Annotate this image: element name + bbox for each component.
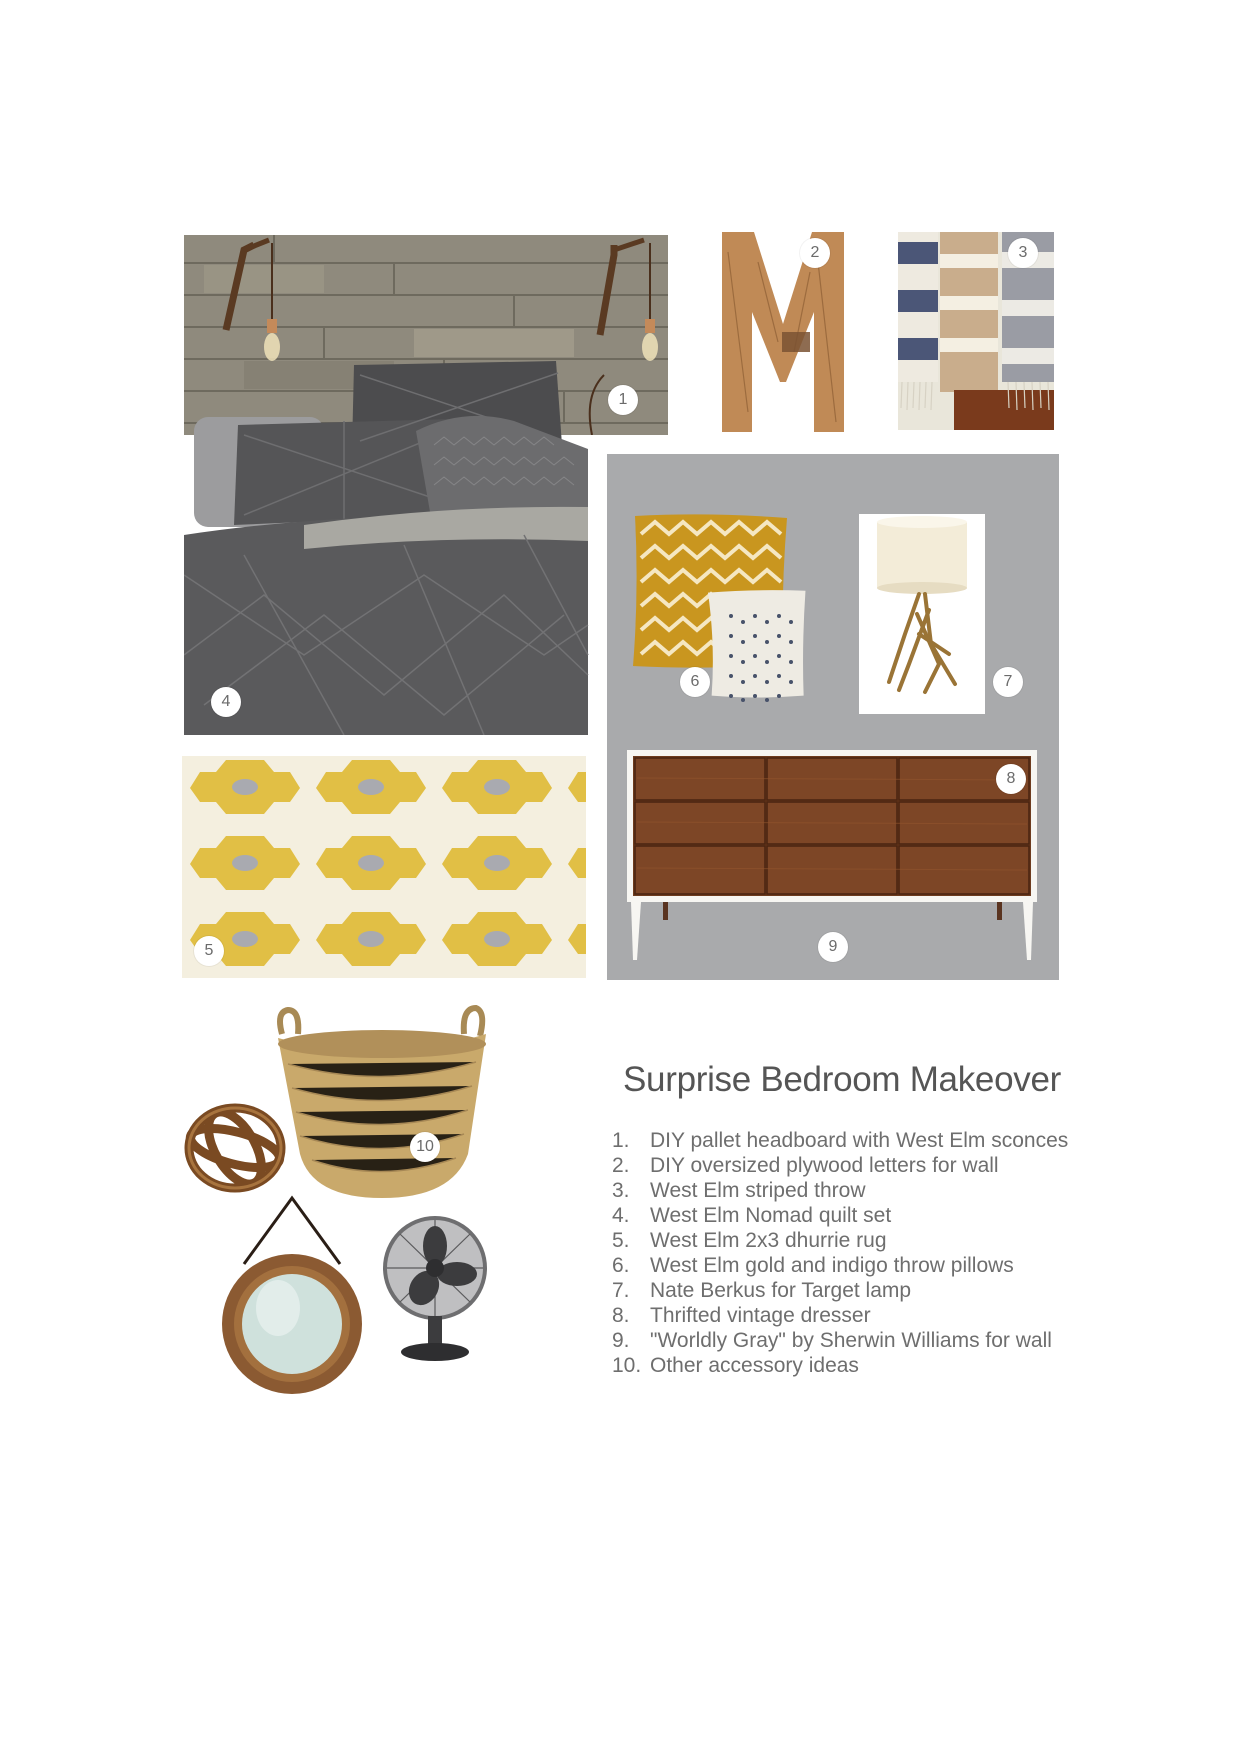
list-item <box>612 1128 1068 1153</box>
dhurrie-rug-photo <box>182 756 586 978</box>
headboard-bed-photo <box>184 235 668 735</box>
list-item <box>612 1328 1068 1353</box>
badge-4: 4 <box>211 687 241 717</box>
badge-9: 9 <box>818 932 848 962</box>
list-item-text: "Worldly Gray" by Sherwin Williams for wall <box>650 1329 1052 1352</box>
list-item <box>612 1178 1068 1203</box>
list-item <box>612 1228 1068 1253</box>
list-item <box>612 1278 1068 1303</box>
badge-7: 7 <box>993 667 1023 697</box>
worldly-gray-panel <box>607 454 1059 980</box>
list-item-text: Thrifted vintage dresser <box>650 1304 871 1327</box>
item-list <box>612 1128 1068 1378</box>
list-item <box>612 1203 1068 1228</box>
list-item-text: West Elm 2x3 dhurrie rug <box>650 1229 887 1252</box>
desk-fan-photo <box>380 1212 490 1362</box>
list-item-number: 9. <box>612 1329 630 1352</box>
badge-6: 6 <box>680 667 710 697</box>
list-item-text: Nate Berkus for Target lamp <box>650 1279 912 1302</box>
list-item-text: DIY pallet headboard with West Elm sconces <box>650 1129 1069 1152</box>
badge-1: 1 <box>608 385 638 415</box>
badge-3: 3 <box>1008 238 1038 268</box>
list-item-number: 1. <box>612 1129 630 1152</box>
list-item-text: West Elm Nomad quilt set <box>650 1204 892 1227</box>
badge-2: 2 <box>800 238 830 268</box>
round-mirror-photo <box>218 1194 366 1396</box>
list-item-text: West Elm striped throw <box>650 1179 866 1202</box>
list-item-text: Other accessory ideas <box>650 1354 859 1377</box>
list-item-number: 3. <box>612 1179 630 1202</box>
badge-10: 10 <box>410 1132 440 1162</box>
list-item-text: DIY oversized plywood letters for wall <box>650 1154 999 1177</box>
badge-5: 5 <box>194 936 224 966</box>
list-item <box>612 1253 1068 1278</box>
lamp-photo <box>859 514 985 714</box>
list-item-number: 6. <box>612 1254 630 1277</box>
throw-pillows-photo <box>631 514 811 714</box>
list-item-number: 7. <box>612 1279 630 1302</box>
plywood-letter-photo <box>718 232 848 432</box>
list-item-number: 2. <box>612 1154 630 1177</box>
badge-8: 8 <box>996 764 1026 794</box>
list-item-number: 10. <box>612 1354 642 1377</box>
list-item <box>612 1303 1068 1328</box>
list-item <box>612 1353 1068 1378</box>
basket-photo <box>272 1004 490 1200</box>
page-title: Surprise Bedroom Makeover <box>623 1060 1061 1099</box>
list-item-text: West Elm gold and indigo throw pillows <box>650 1254 1014 1277</box>
list-item-number: 5. <box>612 1229 630 1252</box>
vintage-dresser-photo <box>627 750 1037 960</box>
wood-sphere-photo <box>180 1096 290 1196</box>
list-item-number: 4. <box>612 1204 630 1227</box>
list-item <box>612 1153 1068 1178</box>
list-item-number: 8. <box>612 1304 630 1327</box>
